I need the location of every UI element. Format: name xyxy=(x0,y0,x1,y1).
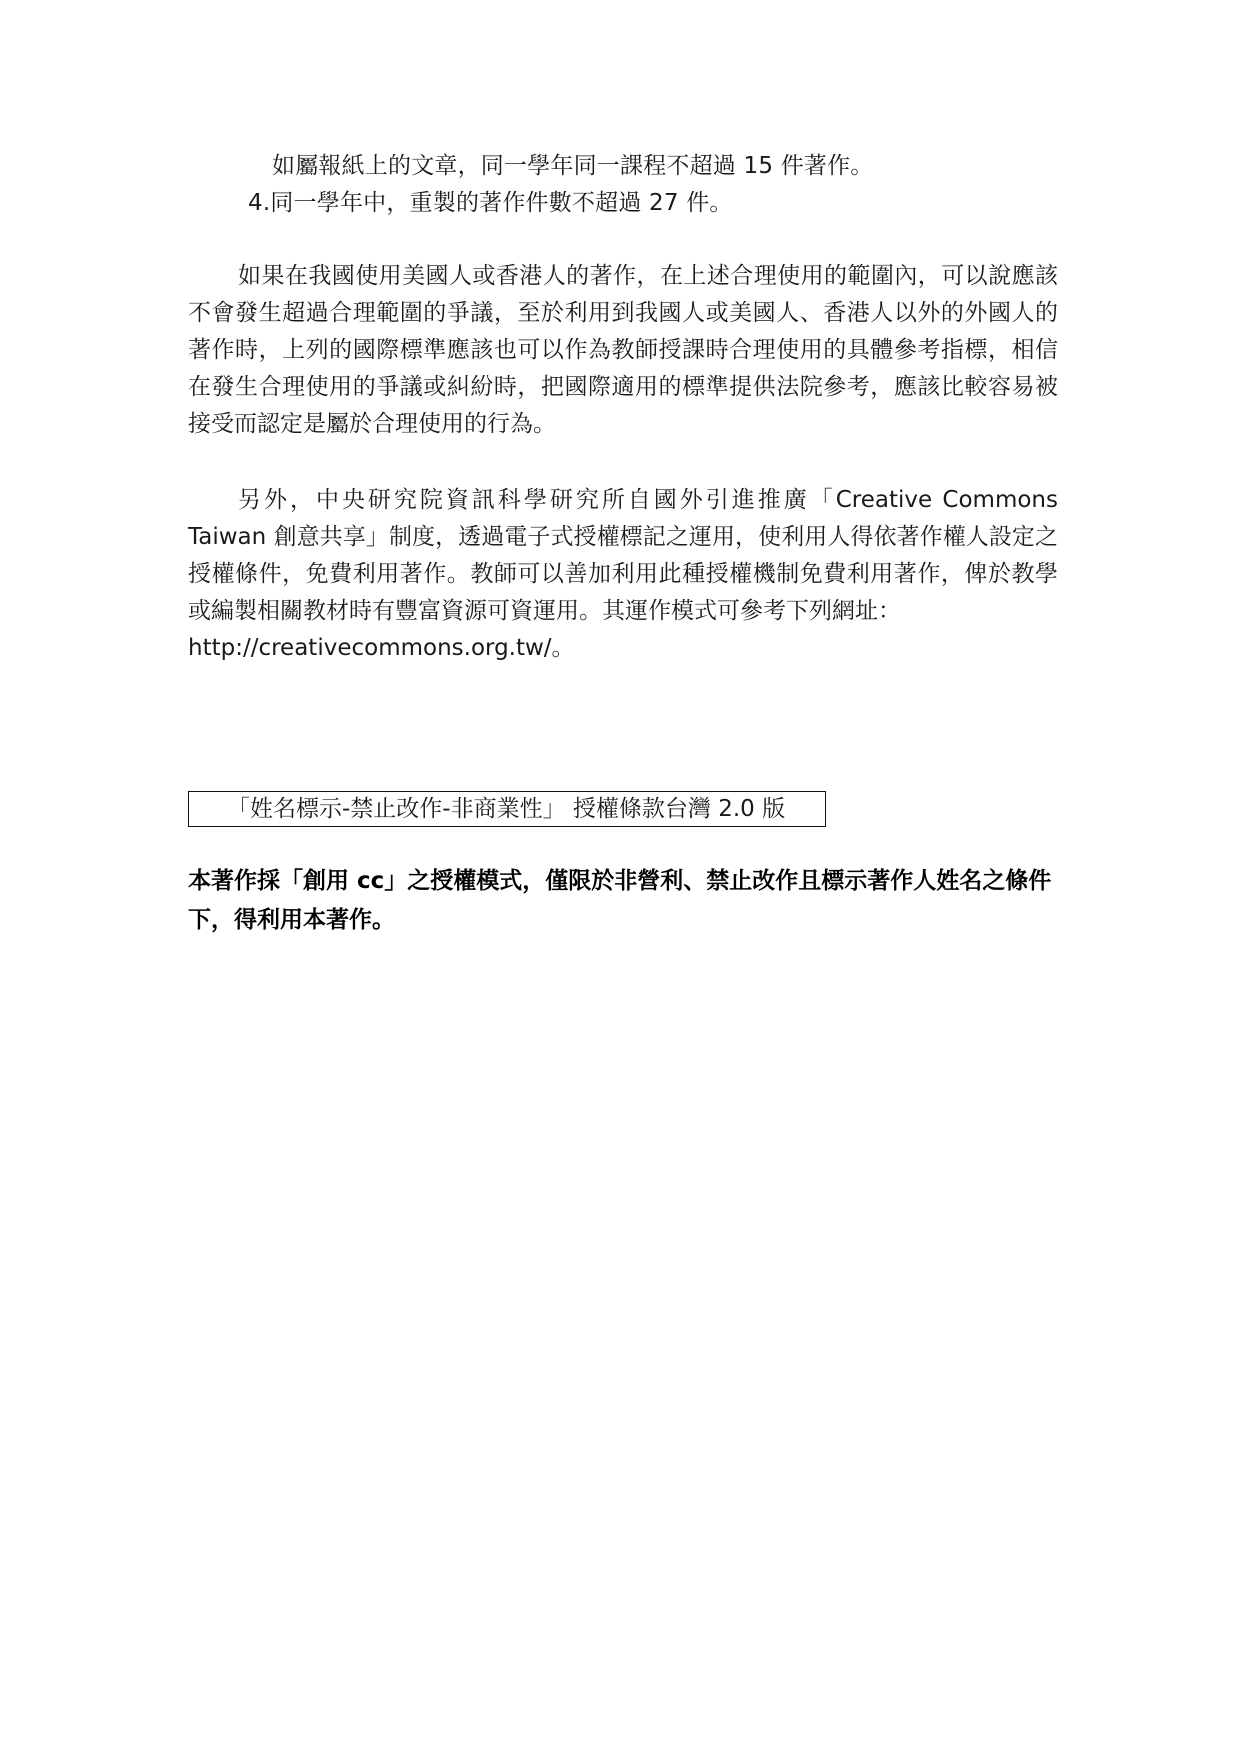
creative-commons-url: http://creativecommons.org.tw/。 xyxy=(188,635,575,661)
license-notice: 本著作採「創用 cc」之授權模式，僅限於非營利、禁止改作且標示著作人姓名之條件下，得利用本著作。 xyxy=(188,868,1052,933)
list-item-4: 4.同一學年中，重製的著作件數不超過 27 件。 xyxy=(248,190,733,216)
license-box: 「姓名標示-禁止改作-非商業性」 授權條款台灣 2.0 版 xyxy=(188,791,826,827)
paragraph-fair-use: 如果在我國使用美國人或香港人的著作，在上述合理使用的範圍內，可以說應該不會發生超過合理範圍的爭議，至於利用到我國人或美國人、香港人以外的外國人的著作時，上列的國際標準應該也可以作為教師授課時合理使用的具體參考指標，相信在發生合理使用的爭議或糾紛時，把國際適用的標準提供法院參考，應該比較容易被接受而認定是屬於合理使用的行為。 xyxy=(188,263,1058,437)
list-continuation-text: 如屬報紙上的文章，同一學年同一課程不超過 15 件著作。 xyxy=(272,153,874,179)
paragraph-creative-commons: 另外，中央研究院資訊科學研究所自國外引進推廣「Creative Commons Taiwan 創意共享」制度，透過電子式授權標記之運用，使利用人得依著作權人設定之授權條件，免費利用著作。教師可以善加利用此種授權機制免費利用著作，俾於教學或編製相關教材時有豐富資源可資運用。其運作模式可參考下列網址： xyxy=(188,487,1058,624)
